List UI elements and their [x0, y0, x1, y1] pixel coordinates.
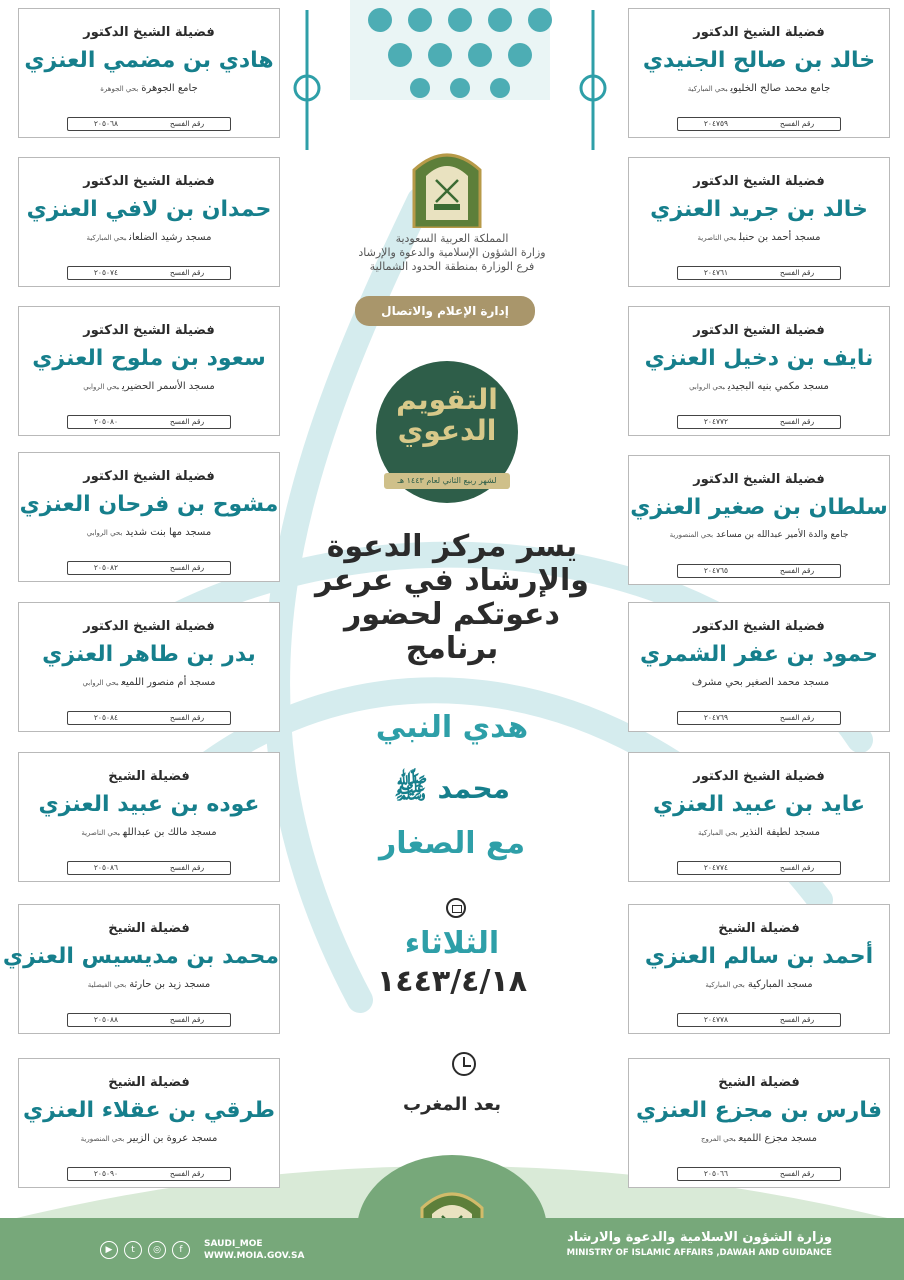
mosque-name: مسجد زيد بن حارثةبحي الفيصلية: [87, 979, 211, 990]
speaker-title: فضيلة الشيخ: [108, 921, 190, 936]
permit-number: ٢٠٤٧٥٩: [703, 119, 729, 128]
speaker-title: فضيلة الشيخ الدكتور: [83, 174, 215, 189]
speaker-name: أحمد بن سالم العنزي: [644, 944, 874, 969]
mosque-name: مسجد عروة بن الزبيربحي المنصورية: [80, 1133, 218, 1144]
permit-box: رقم الفسح ٢٠٤٧٦٩: [677, 711, 841, 725]
speaker-title: فضيلة الشيخ: [718, 1075, 800, 1090]
speaker-card: [18, 602, 280, 732]
speaker-name: محمد بن مديسيس العنزي: [2, 944, 279, 969]
permit-number: ٢٠٥٠٨٤: [93, 713, 119, 722]
ministry-emblem: [410, 140, 484, 228]
mosque-name: جامع والدة الأمير عبدالله بن مساعدبحي المنصورية: [669, 530, 849, 540]
permit-box: رقم الفسح ٢٠٥٠٨٢: [67, 561, 231, 575]
permit-box: رقم الفسح ٢٠٥٠٨٠: [67, 415, 231, 429]
permit-number: ٢٠٥٠٨٢: [93, 563, 119, 572]
speaker-card: [18, 1058, 280, 1188]
mosque-name: مسجد مجزع اللميعبحي المروج: [701, 1133, 817, 1144]
permit-box: رقم الفسح ٢٠٥٠٩٠: [67, 1167, 231, 1181]
instagram-icon[interactable]: ◎: [148, 1241, 166, 1259]
website-link[interactable]: WWW.MOIA.GOV.SA: [204, 1251, 305, 1261]
invitation-line: يسر مركز الدعوة: [326, 529, 578, 564]
dawah-calendar-logo: [376, 361, 518, 503]
district-name: بحي الناصرية: [697, 234, 737, 242]
permit-box: رقم الفسح ٢٠٤٧٦١: [677, 266, 841, 280]
district-name: بحي المباركية: [705, 981, 745, 989]
district-name: بحي الروابي: [689, 383, 725, 391]
footer-ministry-ar: وزارة الشؤون الاسلامية والدعوة والارشاد: [567, 1230, 832, 1245]
footer-links: [204, 1238, 304, 1262]
speaker-card: [628, 904, 890, 1034]
speaker-card: [2, 904, 280, 1034]
mosque-name: مسجد مها بنت شديدبحي الروابي: [86, 527, 212, 538]
permit-box: رقم الفسح ٢٠٥٠٧٤: [67, 266, 231, 280]
clock-icon: [452, 1052, 476, 1076]
speaker-title: فضيلة الشيخ الدكتور: [693, 769, 825, 784]
permit-number: ٢٠٥٠٦٨: [93, 119, 119, 128]
footer-social: [100, 1238, 304, 1262]
permit-box: رقم الفسح ٢٠٤٧٧٤: [677, 861, 841, 875]
mosque-name: مسجد المباركيةبحي المباركية: [705, 979, 813, 990]
permit-number: ٢٠٥٠٧٤: [93, 268, 119, 277]
footer-bar: [0, 1218, 904, 1280]
department-badge: إدارة الإعلام والاتصال المؤسسي: [355, 296, 535, 326]
invitation-line: برنامج: [405, 631, 499, 666]
speaker-card: [628, 455, 890, 585]
speaker-title: فضيلة الشيخ الدكتور: [693, 323, 825, 338]
calligraphy-muhammad: محمد ﷺ: [393, 772, 511, 805]
speaker-title: فضيلة الشيخ: [718, 921, 800, 936]
district-name: بحي المباركية: [698, 829, 738, 837]
ministry-line: المملكة العربية السعودية: [395, 232, 509, 245]
speaker-card: [18, 752, 280, 882]
district-name: بحي الروابي: [86, 529, 123, 537]
twitter-icon[interactable]: t: [124, 1241, 142, 1259]
speaker-name: خالد بن جريد العنزي: [650, 197, 868, 222]
speaker-name: طرقي بن عقلاء العنزي: [23, 1098, 275, 1123]
logo-line2: الدعوي: [397, 414, 497, 447]
calendar-icon: [446, 898, 466, 918]
permit-box: رقم الفسح ٢٠٥٠٨٤: [67, 711, 231, 725]
speaker-card: [628, 8, 890, 138]
speaker-name: عوده بن عبيد العنزي: [38, 792, 260, 817]
district-name: بحي المنصورية: [669, 531, 714, 539]
permit-number: ٢٠٤٧٧٨: [703, 1015, 729, 1024]
mosque-name: جامع محمد صالح الخليويبحي المباركية: [687, 83, 831, 94]
speaker-name: سعود بن ملوح العنزي: [32, 346, 266, 371]
district-name: بحي الروابي: [82, 679, 119, 687]
district-name: بحي المباركية: [687, 85, 728, 93]
permit-number: ٢٠٥٠٩٠: [93, 1169, 119, 1178]
district-name: بحي الفيصلية: [87, 981, 127, 989]
permit-box: رقم الفسح ٢٠٥٠٦٨: [67, 117, 231, 131]
speaker-title: فضيلة الشيخ الدكتور: [83, 25, 215, 40]
permit-number: ٢٠٥٠٨٨: [93, 1015, 119, 1024]
speaker-title: فضيلة الشيخ الدكتور: [83, 323, 215, 338]
mosque-name: مسجد رشيد الضلعانبحي المباركية: [86, 232, 212, 243]
district-name: بحي المروج: [701, 1135, 736, 1143]
speaker-title: فضيلة الشيخ الدكتور: [693, 174, 825, 189]
speaker-card: [628, 1058, 890, 1188]
permit-box: رقم الفسح ٢٠٤٧٧٨: [677, 1013, 841, 1027]
speaker-title: فضيلة الشيخ: [108, 1075, 190, 1090]
permit-box: رقم الفسح ٢٠٥٠٦٦: [677, 1167, 841, 1181]
speaker-card: [628, 157, 890, 287]
event-time: بعد المغرب: [402, 1094, 502, 1115]
permit-number: ٢٠٤٧٧٤: [703, 863, 729, 872]
mosque-name: مسجد مكمي بنيه البجيديبحي الروابي: [689, 381, 829, 392]
speaker-name: حمود بن عفر الشمري: [639, 642, 879, 667]
permit-box: رقم الفسح ٢٠٤٧٥٩: [677, 117, 841, 131]
logo-band: لشهر ربيع الثاني لعام ١٤٤٣ هـ: [384, 473, 510, 489]
speaker-name: نايف بن دخيل العنزي: [644, 346, 874, 371]
permit-number: ٢٠٥٠٨٠: [93, 417, 119, 426]
speaker-card: [18, 452, 280, 582]
permit-box: رقم الفسح ٢٠٤٧٦٥: [677, 564, 841, 578]
speaker-title: فضيلة الشيخ الدكتور: [83, 619, 215, 634]
permit-box: رقم الفسح ٢٠٥٠٨٨: [67, 1013, 231, 1027]
mosque-name: مسجد أم منصور اللميعبحي الروابي: [82, 677, 216, 688]
speaker-card: [628, 306, 890, 436]
facebook-icon[interactable]: f: [172, 1241, 190, 1259]
permit-number: ٢٠٥٠٨٦: [93, 863, 119, 872]
program-title: هدي النبي: [375, 710, 529, 745]
speaker-title: فضيلة الشيخ الدكتور: [693, 472, 825, 487]
speaker-name: حمدان بن لافي العنزي: [26, 197, 272, 222]
event-day: الثلاثاء: [404, 926, 500, 961]
district-name: بحي الناصرية: [81, 829, 120, 837]
mosque-name: مسجد مالك بن عبداللهبحي الناصرية: [81, 827, 217, 838]
speaker-name: عايد بن عبيد العنزي: [652, 792, 866, 817]
invitation-line: والإرشاد في عرعر: [315, 563, 589, 598]
footer-ministry-en: MINISTRY OF ISLAMIC AFFAIRS ,DAWAH AND GUIDANCE: [566, 1248, 832, 1258]
permit-box: رقم الفسح ٢٠٤٧٧٢: [677, 415, 841, 429]
speaker-title: فضيلة الشيخ الدكتور: [83, 469, 215, 484]
youtube-icon[interactable]: ▶: [100, 1241, 118, 1259]
permit-number: ٢٠٤٧٧٢: [703, 417, 729, 426]
mosque-name: مسجد محمد الصغير بحي مشرف: [691, 677, 830, 688]
speaker-name: هادي بن مضمي العنزي: [24, 48, 274, 73]
permit-box: رقم الفسح ٢٠٥٠٨٦: [67, 861, 231, 875]
mosque-name: مسجد الأسمر الحضيريبحي الروابي: [83, 381, 215, 392]
speaker-title: فضيلة الشيخ: [108, 769, 190, 784]
ministry-line: وزارة الشؤون الإسلامية والدعوة والإرشاد: [358, 246, 546, 259]
ministry-line: فرع الوزارة بمنطقة الحدود الشمالية: [369, 260, 535, 273]
mosque-name: مسجد لطيفة النذيربحي المباركية: [698, 827, 820, 838]
speaker-card: [628, 602, 890, 732]
invitation-line: دعوتكم لحضور: [344, 597, 560, 632]
speaker-name: خالد بن صالح الجنيدي: [642, 48, 876, 73]
mosque-name: جامع الجوهرةبحي الجوهرة: [100, 83, 198, 94]
district-name: بحي المباركية: [86, 234, 127, 242]
district-name: بحي المنصورية: [80, 1135, 125, 1143]
event-date: ١٤٤٣/٤/١٨: [376, 964, 528, 999]
footer-ministry: [567, 1230, 832, 1258]
speaker-title: فضيلة الشيخ الدكتور: [693, 25, 825, 40]
program-subtitle: مع الصغار: [378, 826, 526, 861]
arch-pattern: [350, 0, 552, 100]
speaker-card: [18, 8, 280, 138]
district-name: بحي الجوهرة: [100, 85, 139, 93]
speaker-card: [628, 752, 890, 882]
district-name: بحي الروابي: [83, 383, 119, 391]
speaker-card: [18, 306, 280, 436]
permit-number: ٢٠٤٧٦١: [703, 268, 729, 277]
permit-number: ٢٠٤٧٦٩: [703, 713, 729, 722]
permit-number: ٢٠٤٧٦٥: [703, 566, 729, 575]
speaker-name: فارس بن مجزع العنزي: [636, 1098, 882, 1123]
speaker-name: مشوح بن فرحان العنزي: [19, 492, 279, 517]
mosque-name: مسجد أحمد بن حنبلبحي الناصرية: [697, 232, 821, 243]
speaker-title: فضيلة الشيخ الدكتور: [693, 619, 825, 634]
speaker-name: سلطان بن صغير العنزي: [630, 495, 888, 520]
speaker-card: [18, 157, 280, 287]
speaker-name: بدر بن طاهر العنزي: [42, 642, 256, 667]
permit-number: ٢٠٥٠٦٦: [703, 1169, 729, 1178]
logo-line1: التقويم: [396, 383, 498, 416]
social-handle[interactable]: SAUDI_MOE: [204, 1239, 263, 1249]
